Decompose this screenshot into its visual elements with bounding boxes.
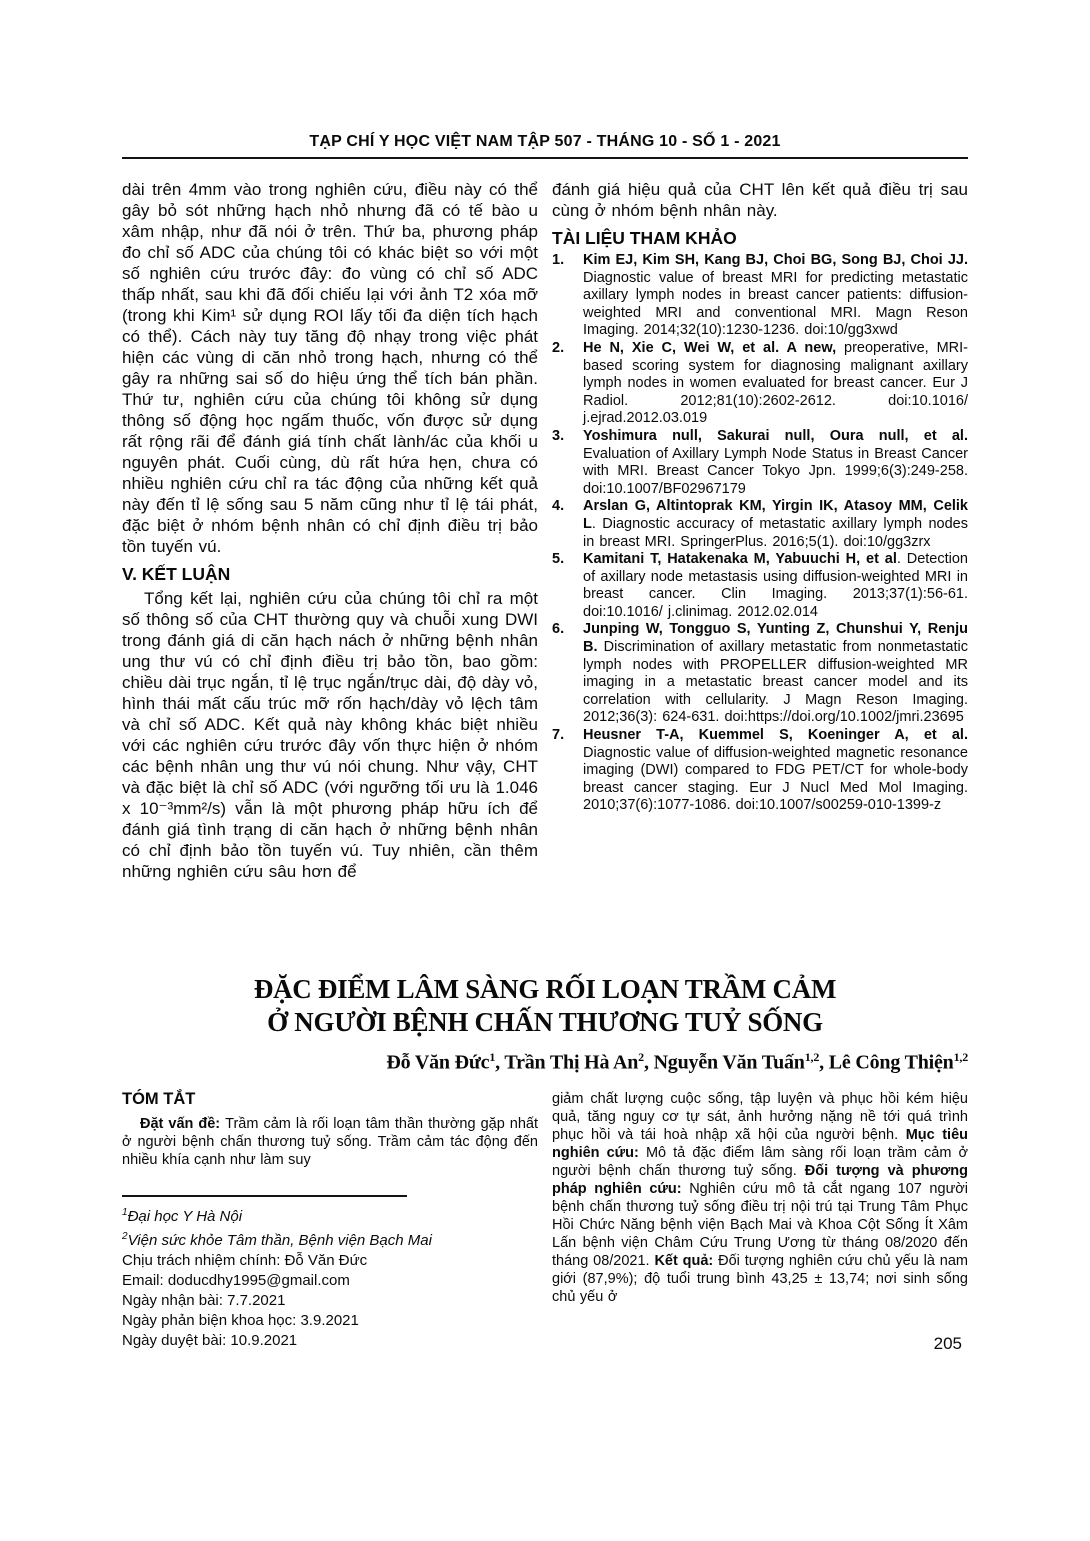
article-title-line2: Ở NGƯỜI BỆNH CHẤN THƯƠNG TUỶ SỐNG (267, 1007, 823, 1037)
reference-authors: Heusner T-A, Kuemmel S, Koeninger A, et al. (583, 727, 968, 744)
reference-text: . Diagnostic accuracy of metastatic axillary lymph nodes in breast MRI. SpringerPlus. 2016;5(1). doi:10/gg3zrx (583, 515, 968, 550)
footnote-email: Email: doducdhy1995@gmail.com (122, 1271, 350, 1289)
reference-number: 6. (552, 621, 565, 638)
footnote-review-date: Ngày phản biện khoa học: 3.9.2021 (122, 1311, 359, 1329)
discussion-paragraph: dài trên 4mm vào trong nghiên cứu, điều này có thể gây bỏ sót những hạch nhỏ nhưng đã có tế bào u xâm nhập, như đã nói ở trên. Thứ ba, phương pháp đo chỉ số ADC của chúng tôi có khác biệt so với một số nghiên cứu trước đây: đo vùng có chỉ số ADC thấp nhất, sau khi đã đối chiếu lại với ảnh T2 xóa mỡ (trong khi Kim¹ sử dụng ROI lấy tối đa diện tích hạch có thể). Cách này tuy tăng độ nhạy trong việc phát hiện các vùng di căn nhỏ trong hạch, nhưng có thể gây ra những sai số do hiệu ứng thể tích bán phần. Thứ tư, nghiên cứu của chúng tôi không sử dụng thông số động học ngấm thuốc, vốn được sử dụng rất rộng rãi để đánh giá tính chất lành/ác của khối u nguyên phát. Cuối cùng, dù rất hứa hẹn, chưa có nhiều nghiên cứu chỉ ra tác động của những kết quả này đến tỉ lệ sống sau 5 năm cũng như tỉ lệ tái phát, đặc biệt ở nhóm bệnh nhân có chỉ định điều trị bảo tồn tuyến vú. (122, 180, 538, 556)
footnote-accepted-date: Ngày duyệt bài: 10.9.2021 (122, 1331, 298, 1349)
references-list (552, 252, 968, 815)
reference-text: Diagnostic value of diffusion-weighted magnetic resonance imaging (DWI) compared to FDG PET/CT for whole-body breast cancer staging. Eur J Nucl Med Mol Imaging. 2010;37(6):1077-1086. doi:10.1007/s00259-010-1399-z (583, 744, 968, 814)
reference-item (552, 551, 968, 621)
conclusion-paragraph: Tổng kết lại, nghiên cứu của chúng tôi chỉ ra một số thông số của CHT thường quy và chuỗi xung DWI trong đánh giá di căn hạch nách ở những bệnh nhân ung thư vú có chỉ định điều trị bảo tồn, bao gồm: chiều dài trục ngắn, tỉ lệ trục ngắn/trục dài, độ dày vỏ, hình thái mất cấu trúc mỡ rốn hạch/dày vỏ lệch tâm và chỉ số ADC. Kết quả này không khác biệt nhiều với các nghiên cứu trước đây vốn thực hiện ở nhóm các bệnh nhân ung thư vú nói chung. Như vậy, CHT và đặc biệt là chỉ số ADC (với ngưỡng tối ưu là 1.046 x 10⁻³mm²/s) vẫn là một phương pháp hữu ích để đánh giá tình trạng di căn hạch ở những bệnh nhân có chỉ định bảo tồn tuyến vú. Tuy nhiên, cần thêm những nghiên cứu sâu hơn để (122, 589, 538, 881)
journal-title: TẠP CHÍ Y HỌC VIỆT NAM TẬP 507 - THÁNG 10 - SỐ 1 - 2021 (309, 133, 781, 150)
reference-text: preoperative, MRI-based scoring system for diagnosing malignant axillary lymph nodes in women evaluated for breast cancer. Eur J Radiol. 2012;81(10):2602-2612. doi:10.1016/ j.ejrad.2012.03.019 (583, 339, 968, 427)
left-column (122, 179, 538, 947)
reference-authors: Kim EJ, Kim SH, Kang BJ, Choi BG, Song BJ, Choi JJ. (583, 252, 968, 268)
right-column (552, 179, 968, 947)
footnote-affiliation-1: $^1$Đại học Y Hà Nội (122, 1206, 243, 1225)
footnote-received-date: Ngày nhận bài: 7.7.2021 (122, 1291, 286, 1309)
article-title-line1: ĐẶC ĐIỂM LÂM SÀNG RỐI LOẠN TRẦM CẢM (253, 974, 837, 1004)
references-heading: TÀI LIỆU THAM KHẢO (552, 228, 737, 248)
reference-authors: Yoshimura null, Sakurai null, Oura null, et al. (583, 427, 968, 444)
reference-number: 4. (552, 498, 565, 515)
footnote-affiliation-2: $^2$Viện sức khỏe Tâm thần, Bệnh viện Bạch Mai (122, 1230, 432, 1249)
article-authors: Đỗ Văn Đức$^1$, Trần Thị Hà An$^2$, Nguyễn Văn Tuấn$^{1,2}$, Lê Công Thiện$^{1,2}$ (386, 1050, 968, 1074)
reference-text: Discrimination of axillary metastatic from nonmetastatic lymph nodes with PROPELLER diffusion-weighted MR imaging in a metastatic breast cancer model and its correlation with cellularity. J Magn Reson Imaging. 2012;36(3): 624-631. doi:https://doi.org/10.1002/jmri.23695 (583, 639, 968, 726)
abstract-intro: Đặt vấn đề: Trầm cảm là rối loạn tâm thần thường gặp nhất ở người bệnh chấn thương tuỷ sống. Trầm cảm tác động đến nhiều khía cạnh như làm suy (122, 1115, 538, 1168)
reference-authors: He N, Xie C, Wei W, et al. A new, (583, 339, 837, 356)
abstract-right-column (552, 1090, 968, 1351)
reference-item (552, 252, 968, 340)
reference-item (552, 428, 968, 498)
abstract-left-column (122, 1090, 538, 1351)
reference-authors: Kamitani T, Hatakenaka M, Yabuuchi H, et al (583, 551, 897, 568)
conclusion-heading: V. KẾT LUẬN (122, 564, 231, 584)
footnote-block (122, 1195, 538, 1351)
footnote-divider (122, 1195, 407, 1197)
reference-text: Evaluation of Axillary Lymph Node Status in Breast Cancer with MRI. Breast Cancer Tokyo Jpn. 1999;6(3):249-258. doi:10.1007/BF02967179 (583, 445, 968, 497)
page-number: 205 (933, 1334, 962, 1353)
reference-number: 2. (552, 339, 565, 356)
abstract-heading: TÓM TẮT (122, 1089, 196, 1108)
reference-number: 1. (552, 252, 565, 268)
reference-item (552, 621, 968, 727)
reference-number: 7. (552, 727, 565, 744)
abstract-columns (122, 1090, 968, 1351)
article-title (122, 973, 968, 1039)
reference-number: 5. (552, 551, 565, 568)
reference-text: . Detection of axillary node metastasis using diffusion-weighted MRI in breast cancer. Clin Imaging. 2013;37(1):56-61. doi:10.1016/ j.clinimag. 2012.02.014 (583, 551, 968, 620)
reference-authors: Arslan G, Altintoprak KM, Yirgin IK, Atasoy MM, Celik L (583, 498, 968, 532)
first-article-columns (122, 179, 968, 947)
abstract-continuation: giảm chất lượng cuộc sống, tập luyện và phục hồi kém hiệu quả, tăng nguy cơ tự sát, ảnh hưởng nặng nề tới quá trình phục hồi và tái hoà nhập xã hội của người bệnh. Mục tiêu nghiên cứu: Mô tả đặc điểm lâm sàng rối loạn trầm cảm ở người bệnh chấn thương tuỷ sống. Đối tượng và phương pháp nghiên cứu: Nghiên cứu mô tả cắt ngang 107 người bệnh chấn thương tuỷ sống điều trị nội trú tại Trung Tâm Phục Hồi Chức Năng bệnh viện Bạch Mai và Khoa Cột Sống Ít Xâm Lấn bệnh viện Châm Cứu Trung Ương từ tháng 08/2020 đến tháng 08/2021. Kết quả: Đối tượng nghiên cứu chủ yếu là nam giới (87,9%); độ tuổi trung bình 43,25 ± 13,74; nơi sinh sống chủ yếu ở (552, 1090, 969, 1305)
reference-item (552, 727, 968, 815)
reference-number: 3. (552, 427, 565, 444)
reference-item (552, 498, 968, 551)
reference-item (552, 340, 968, 428)
reference-text: Diagnostic value of breast MRI for predicting metastatic axillary lymph nodes in breast cancer patients: diffusion-weighted MRI and conventional MRI. Magn Reson Imaging. 2014;32(10):1230-1236. doi:10/gg3xwd (583, 269, 968, 339)
reference-authors: Junping W, Tongguo S, Yunting Z, Chunshui Y, Renju B. (583, 621, 968, 656)
second-article (122, 973, 968, 1351)
closing-paragraph: đánh giá hiệu quả của CHT lên kết quả điều trị sau cùng ở nhóm bệnh nhân này. (552, 180, 968, 220)
footnote-corresponding: Chịu trách nhiệm chính: Đỗ Văn Đức (122, 1251, 368, 1269)
journal-header (122, 133, 968, 159)
